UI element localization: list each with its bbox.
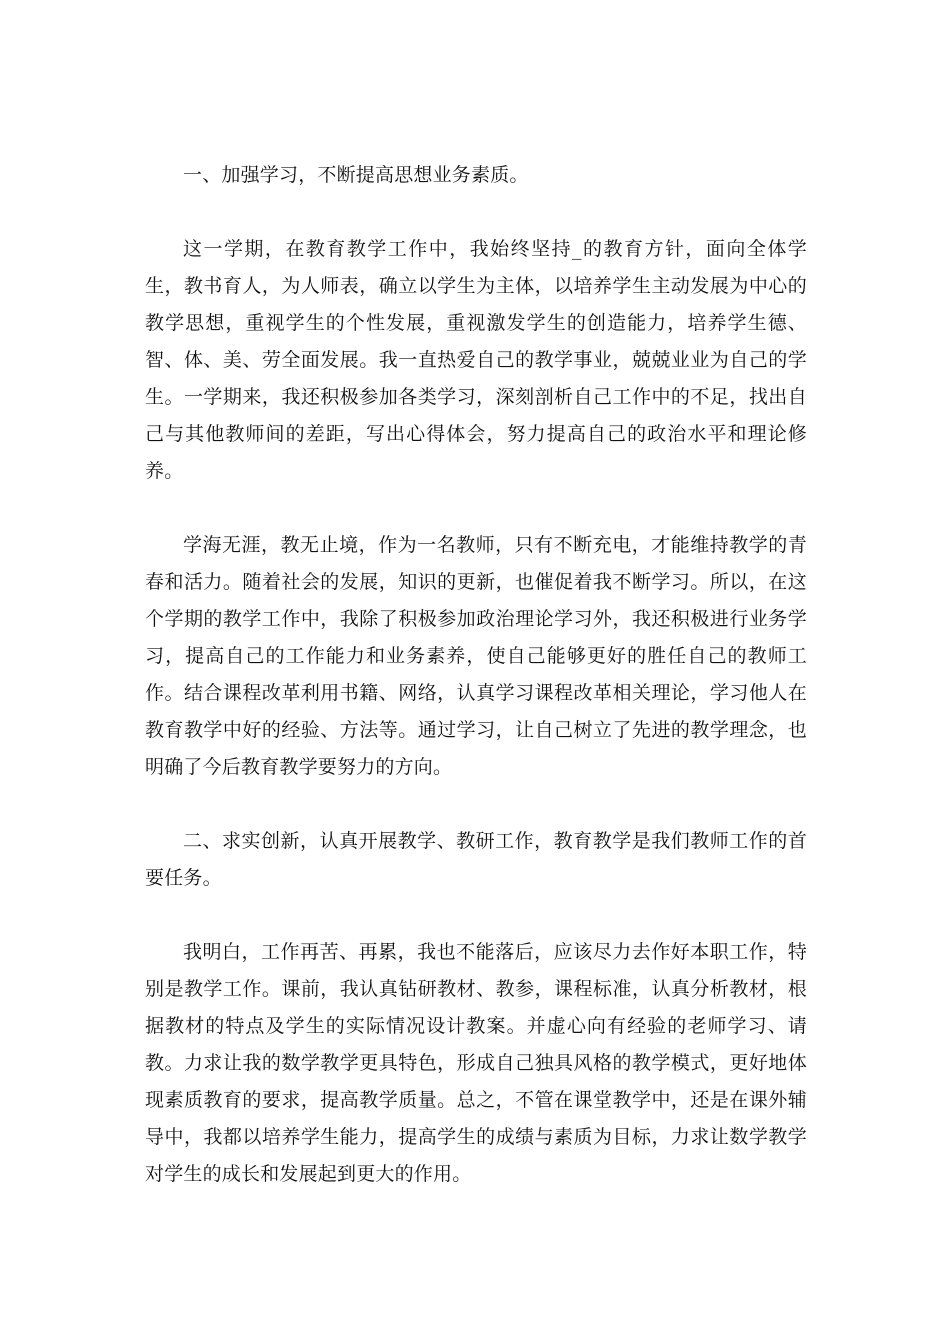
paragraph: 这一学期，在教育教学工作中，我始终坚持_的教育方针，面向全体学生，教书育人，为人师表，确立以学生为主体，以培养学生主动发展为中心的教学思想，重视学生的个性发展，重视激发学生的创造能力，培养学生德、智、体、美、劳全面发展。我一直热爱自己的教学事业，兢兢业业为自己的学生。一学期来，我还积极参加各类学习，深刻剖析自己工作中的不足，找出自己与其他教师间的差距，写出心得体会，努力提高自己的政治水平和理论修养。 xyxy=(145,238,807,482)
section-heading-1: 一、加强学习，不断提高思想业务素质。 xyxy=(183,164,529,186)
paragraph: 我明白，工作再苦、再累，我也不能落后，应该尽力去作好本职工作，特别是教学工作。课前，我认真钻研教材、教参，课程标准，认真分析教材，根据教材的特点及学生的实际情况设计教案。并虚心向有经验的老师学习、请教。力求让我的数学教学更具特色，形成自己独具风格的教学模式，更好地体现素质教育的要求，提高教学质量。总之，不管在课堂教学中，还是在课外辅导中，我都以培养学生能力，提高学生的成绩与素质为目标，力求让数学教学对学生的成长和发展起到更大的作用。 xyxy=(145,941,807,1185)
paragraph: 学海无涯，教无止境，作为一名教师，只有不断充电，才能维持教学的青春和活力。随着社会的发展，知识的更新，也催促着我不断学习。所以，在这个学期的教学工作中，我除了积极参加政治理论学习外，我还积极进行业务学习，提高自己的工作能力和业务素养，使自己能够更好的胜任自己的教师工作。结合课程改革利用书籍、网络，认真学习课程改革相关理论，学习他人在教育教学中好的经验、方法等。通过学习，让自己树立了先进的教学理念，也明确了今后教育教学要努力的方向。 xyxy=(145,534,807,778)
document-body xyxy=(145,157,807,1193)
section-heading-2: 二、求实创新，认真开展教学、教研工作，教育教学是我们教师工作的首要任务。 xyxy=(145,830,807,889)
